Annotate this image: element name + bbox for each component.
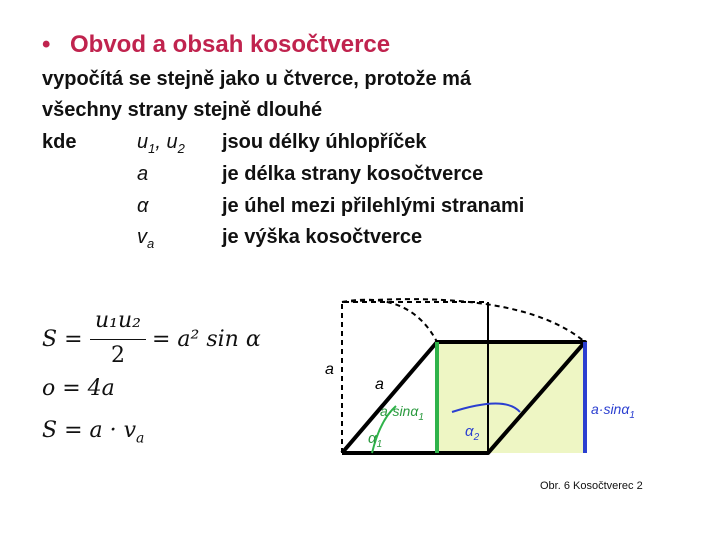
figure-caption: Obr. 6 Kosočtverec 2 bbox=[540, 480, 643, 492]
label-side-a-left: a bbox=[325, 361, 334, 378]
definition-side: je délka strany kosočtverce bbox=[222, 163, 484, 185]
shaded-rectangle bbox=[437, 342, 585, 453]
label-alpha1: $\alpha_1$ bbox=[368, 430, 383, 450]
dashed-arc-top bbox=[342, 299, 585, 342]
symbol-height: $v_a$ bbox=[137, 226, 155, 251]
definition-height: je výška kosočtverce bbox=[222, 226, 423, 248]
label-side-a-inner: a bbox=[375, 376, 384, 393]
formula-fraction-numerator: u₁u₂ bbox=[95, 308, 141, 333]
bullet: • bbox=[42, 31, 51, 58]
formula-area-sine-rhs: = a² sin α bbox=[152, 327, 261, 352]
symbol-side: a bbox=[137, 163, 149, 185]
formula-area-diagonals-lhs: S = bbox=[42, 327, 83, 352]
label-height-right: a·sinα$_1$ bbox=[591, 401, 635, 421]
definition-angle: je úhel mezi přilehlými stranami bbox=[222, 195, 525, 217]
definition-diagonals: jsou délky úhlopříček bbox=[222, 131, 427, 153]
label-alpha2: $\alpha_2$ bbox=[465, 423, 480, 443]
label-height-left: a·sinα$_1$ bbox=[380, 403, 424, 423]
dashed-arc-left bbox=[342, 300, 437, 342]
kde-label: kde bbox=[42, 131, 77, 153]
symbol-diagonals: $u_1$, $u_2$ bbox=[137, 131, 185, 156]
intro-line-1: vypočítá se stejně jako u čtverce, protože má bbox=[42, 68, 472, 90]
title-text: Obvod a obsah kosočtverce bbox=[70, 31, 391, 58]
formula-fraction-denominator: 2 bbox=[111, 343, 125, 368]
formula-perimeter: o = 4a bbox=[42, 376, 115, 401]
formula-area-height: $S = a \cdot v_a$ bbox=[42, 418, 145, 447]
symbol-angle: α bbox=[137, 195, 149, 217]
intro-line-2: všechny strany stejně dlouhé bbox=[42, 99, 323, 121]
